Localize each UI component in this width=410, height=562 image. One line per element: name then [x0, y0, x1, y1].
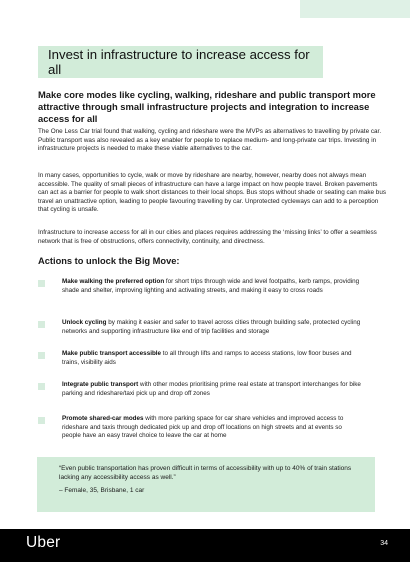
body-paragraph-1: The One Less Car trial found that walking, cycling and rideshare were the MVPs as alternatives to travelling by private car. Public transport was also revealed as a key enabler for people to replace medium- and long-private car trips. Investing in infrastructure projects is needed to make these viable alternatives to the car. — [38, 128, 382, 153]
actions-heading: Actions to unlock the Big Move: — [38, 256, 180, 266]
action-detail: by making it easier and safer to travel across cities through building safe, protected cycling networks and supporting infrastructure like end of trip facilities and storage — [62, 319, 361, 335]
bullet-square-icon — [38, 321, 45, 328]
action-detail: with more parking space for car share vehicles and improved access to rideshare and taxis through dedicated pick up and drop off locations on high streets and at events so people have an easy travel choice to leave the car at home — [62, 415, 344, 440]
action-lead: Make public transport accessible — [62, 350, 162, 357]
page-number: 34 — [380, 540, 388, 547]
body-paragraph-2: In many cases, opportunities to cycle, walk or move by rideshare are nearby, however, nearby does not always mean accessible. The quality of small pieces of infrastructure can have a large impact on how people travel. Broken pavements can act as a barrier for people to walk short distances to their local shops. Bus stops without shade or seating can make bus travel an unattractive option, leading to people favouring travelling by car. Unprotected cycleways can add to a perception that cycling is unsafe. — [38, 172, 387, 214]
action-lead: Integrate public transport — [62, 381, 139, 388]
bullet-square-icon — [38, 352, 45, 359]
action-detail: with other modes prioritising prime real estate at transport interchanges for bike parking and rideshare/taxi pick up and drop off zones — [62, 381, 361, 397]
page-footer — [0, 529, 410, 562]
top-accent-bar — [300, 0, 410, 18]
action-lead: Make walking the preferred option — [62, 278, 165, 285]
action-text — [62, 319, 362, 336]
action-text — [62, 278, 362, 295]
quote-text: “Even public transportation has proven difficult in terms of accessibility with up to 40% of train stations lacking any accessibility access as well.” — [59, 465, 352, 481]
bullet-square-icon — [38, 417, 45, 424]
uber-logo: Uber — [26, 534, 61, 551]
quote-attribution: – Female, 35, Brisbane, 1 car — [59, 487, 145, 494]
body-paragraph-3: Infrastructure to increase access for all in our cities and places requires addressing the ‘missing links’ to offer a seamless network that is free of obstructions, offers connectivity, continuity, and directness. — [38, 229, 377, 245]
quote-callout — [37, 457, 375, 512]
section-title: Invest in infrastructure to increase access for all — [48, 47, 310, 77]
bullet-square-icon — [38, 280, 45, 287]
action-lead: Promote shared-car modes — [62, 415, 144, 422]
action-lead: Unlock cycling — [62, 319, 107, 326]
action-text — [62, 350, 362, 367]
section-subheading: Make core modes like cycling, walking, rideshare and public transport more attractive through small infrastructure projects and integration to increase access for all — [38, 89, 376, 124]
bullet-square-icon — [38, 383, 45, 390]
action-detail: for short trips through wide and level footpaths, kerb ramps, providing shade and shelter, improving lighting and activating streets, and making it easy to cross roads — [62, 278, 360, 294]
action-text — [62, 415, 362, 441]
action-detail: to all through lifts and ramps to access stations, low floor buses and trains, visibility aids — [62, 350, 352, 366]
action-text — [62, 381, 362, 398]
section-banner — [38, 46, 323, 78]
